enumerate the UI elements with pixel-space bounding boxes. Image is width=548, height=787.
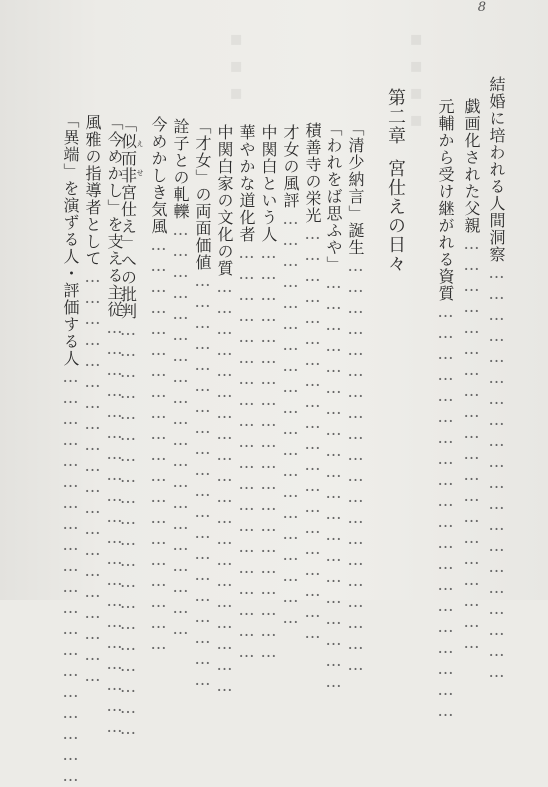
leader-dots: ……………………………………………………	[281, 209, 300, 629]
toc-entry-title: 「才女」の両面価値	[193, 118, 212, 271]
toc-entry[interactable]	[488, 76, 504, 683]
leader-dots: ……………………………………………………	[118, 320, 138, 740]
page-number: 8	[477, 0, 486, 15]
bleed-through-text: ▪▪▪▪	[404, 26, 428, 134]
toc-entry-title: 今めかしき気風	[149, 116, 168, 235]
ruby-word: 似而非えせ	[118, 133, 144, 184]
toc-entry-title: 中関白という人	[259, 124, 278, 243]
toc-entry-title: 「似而非えせ宮仕え」への批判	[118, 116, 144, 320]
leader-dots: ……………………………………………………	[237, 243, 256, 663]
toc-entry-title: 風雅の指導者として	[83, 114, 102, 267]
leader-dots: ……………………………………………………	[171, 220, 190, 640]
toc-entry-title: 「清少納言」誕生	[346, 120, 365, 256]
leader-dots: ……………………………………………………	[436, 302, 455, 722]
toc-entry[interactable]	[194, 118, 210, 691]
leader-dots: ……………………………………………………	[346, 256, 365, 676]
toc-entry-title: 「われをば思ふや」	[324, 120, 343, 273]
toc-entry[interactable]	[260, 124, 276, 663]
leader-dots: ……………………………………………………	[462, 234, 481, 654]
toc-entry[interactable]	[325, 120, 341, 693]
toc-entry[interactable]	[172, 118, 188, 640]
toc-entry-title: 中関白家の文化の質	[215, 124, 234, 277]
toc-entry[interactable]	[216, 124, 232, 697]
toc-entry[interactable]	[347, 120, 363, 676]
toc-entry-title: 華やかな道化者	[237, 124, 256, 243]
leader-dots: ……………………………………………………	[259, 243, 278, 663]
toc-entry-title: 「今めかし」を支える主従	[105, 114, 124, 318]
leader-dots: ……………………………………………………	[83, 267, 102, 687]
leader-dots: ……………………………………………………	[149, 235, 168, 655]
chapter-heading	[382, 88, 408, 273]
toc-entry[interactable]	[282, 124, 298, 629]
toc-entry-title: 結婚に培われる人間洞察	[487, 76, 506, 263]
chapter-number: 第二章	[385, 88, 406, 145]
leader-dots: ……………………………………………………	[324, 273, 343, 693]
toc-entry-title: 積善寺の栄光	[303, 122, 322, 224]
leader-dots: ……………………………………………………	[487, 263, 506, 683]
toc-entry[interactable]	[84, 114, 100, 687]
leader-dots: ……………………………………………………	[303, 224, 322, 644]
leader-dots: ……………………………………………………	[193, 271, 212, 691]
toc-entry-title: 詮子との軋轢	[171, 118, 190, 220]
leader-dots: ……………………………………………………	[61, 367, 80, 787]
leader-dots: ……………………………………………………	[105, 318, 124, 738]
leader-dots: ……………………………………………………	[215, 277, 234, 697]
toc-entry[interactable]	[304, 122, 320, 644]
toc-entry-title: 才女の風評	[281, 124, 300, 209]
toc-entry[interactable]	[238, 124, 254, 663]
toc-entry[interactable]	[62, 112, 78, 787]
toc-entry[interactable]	[437, 98, 453, 722]
toc-entry[interactable]	[463, 98, 479, 654]
toc-entry[interactable]	[150, 116, 166, 655]
chapter-title: 宮仕えの日々	[385, 159, 406, 273]
toc-entry-title: 元輔から受け継がれる資質	[436, 98, 455, 302]
bleed-through-text: ▪▪▪	[224, 26, 248, 107]
toc-entry[interactable]	[106, 114, 122, 738]
toc-entry-title: 「異端」を演ずる人・評価する人	[61, 112, 80, 367]
ruby-reading: えせ	[136, 133, 144, 184]
toc-entry-title: 戯画化された父親	[462, 98, 481, 234]
